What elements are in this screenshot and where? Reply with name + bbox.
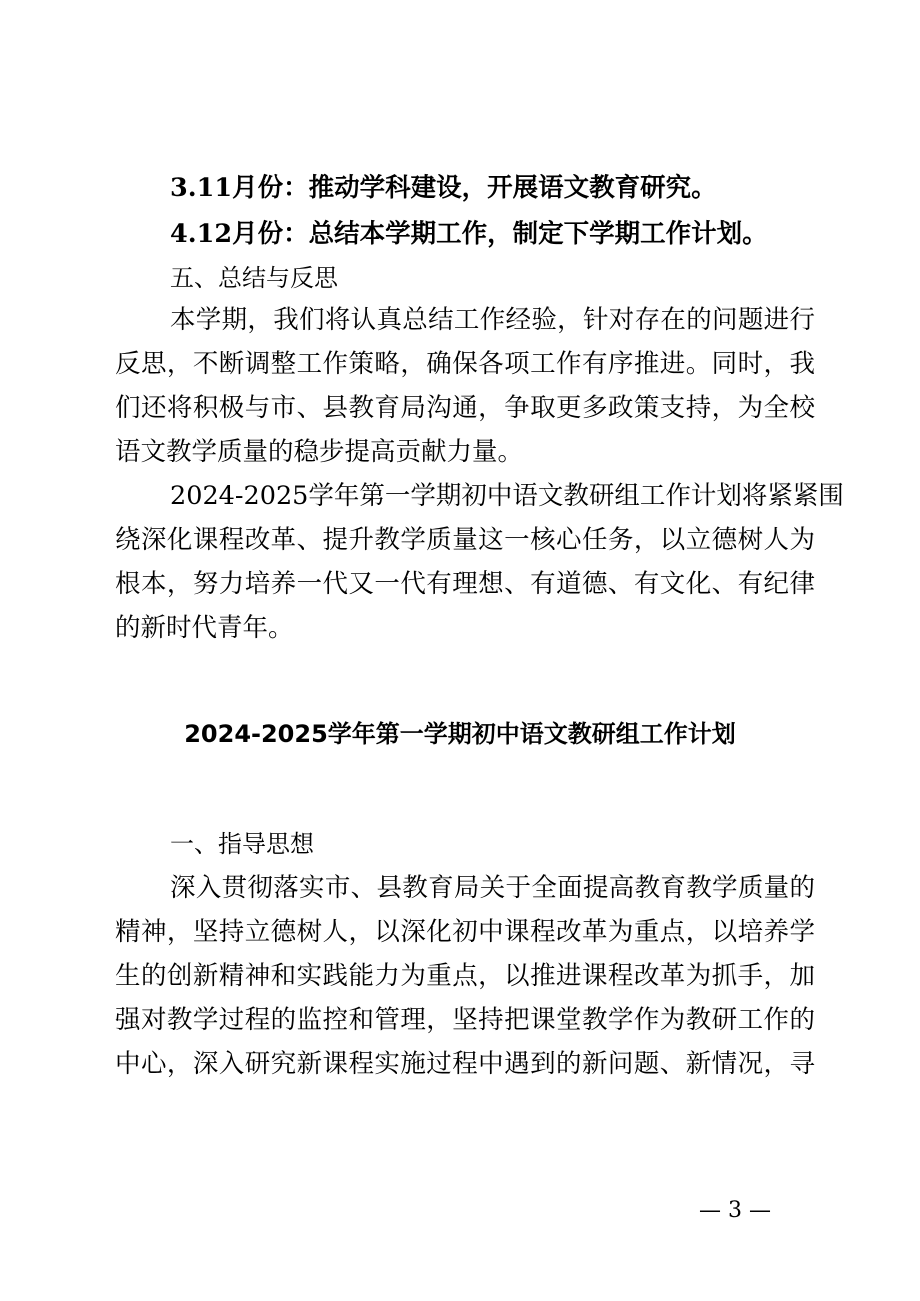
paragraph-line: 语文教学质量的稳步提高贡献力量。 bbox=[115, 437, 524, 467]
paragraph-line: 们还将积极与市、县教育局沟通，争取更多政策支持，为全校 bbox=[115, 393, 815, 423]
paragraph-line: 深入贯彻落实市、县教育局关于全面提高教育教学质量的 bbox=[170, 873, 815, 903]
plan-item-3: 3.11月份：推动学科建设，开展语文教育研究。 bbox=[170, 173, 717, 203]
paragraph-line: 精神，坚持立德树人，以深化初中课程改革为重点，以培养学 bbox=[115, 917, 815, 947]
section-one-heading: 一、指导思想 bbox=[170, 830, 314, 858]
section-five-heading: 五、总结与反思 bbox=[170, 264, 338, 292]
paragraph-line: 中心，深入研究新课程实施过程中遇到的新问题、新情况，寻 bbox=[115, 1049, 815, 1079]
page-number: — 3 — bbox=[699, 1198, 771, 1223]
paragraph-line: 生的创新精神和实践能力为重点，以推进课程改革为抓手，加 bbox=[115, 961, 815, 991]
plan-item-4: 4.12月份：总结本学期工作，制定下学期工作计划。 bbox=[170, 219, 768, 249]
paragraph-line: 根本，努力培养一代又一代有理想、有道德、有文化、有纪律 bbox=[115, 569, 815, 599]
paragraph-line: 绕深化课程改革、提升教学质量这一核心任务，以立德树人为 bbox=[115, 525, 815, 555]
paragraph-line: 本学期，我们将认真总结工作经验，针对存在的问题进行 bbox=[170, 305, 815, 335]
paragraph-line: 的新时代青年。 bbox=[115, 613, 294, 643]
paragraph-line: 反思，不断调整工作策略，确保各项工作有序推进。同时，我 bbox=[115, 349, 815, 379]
paragraph-line: 强对教学过程的监控和管理，坚持把课堂教学作为教研工作的 bbox=[115, 1005, 815, 1035]
document-title: 2024-2025学年第一学期初中语文教研组工作计划 bbox=[184, 720, 736, 748]
paragraph-line: 2024-2025学年第一学期初中语文教研组工作计划将紧紧围 bbox=[170, 481, 844, 511]
